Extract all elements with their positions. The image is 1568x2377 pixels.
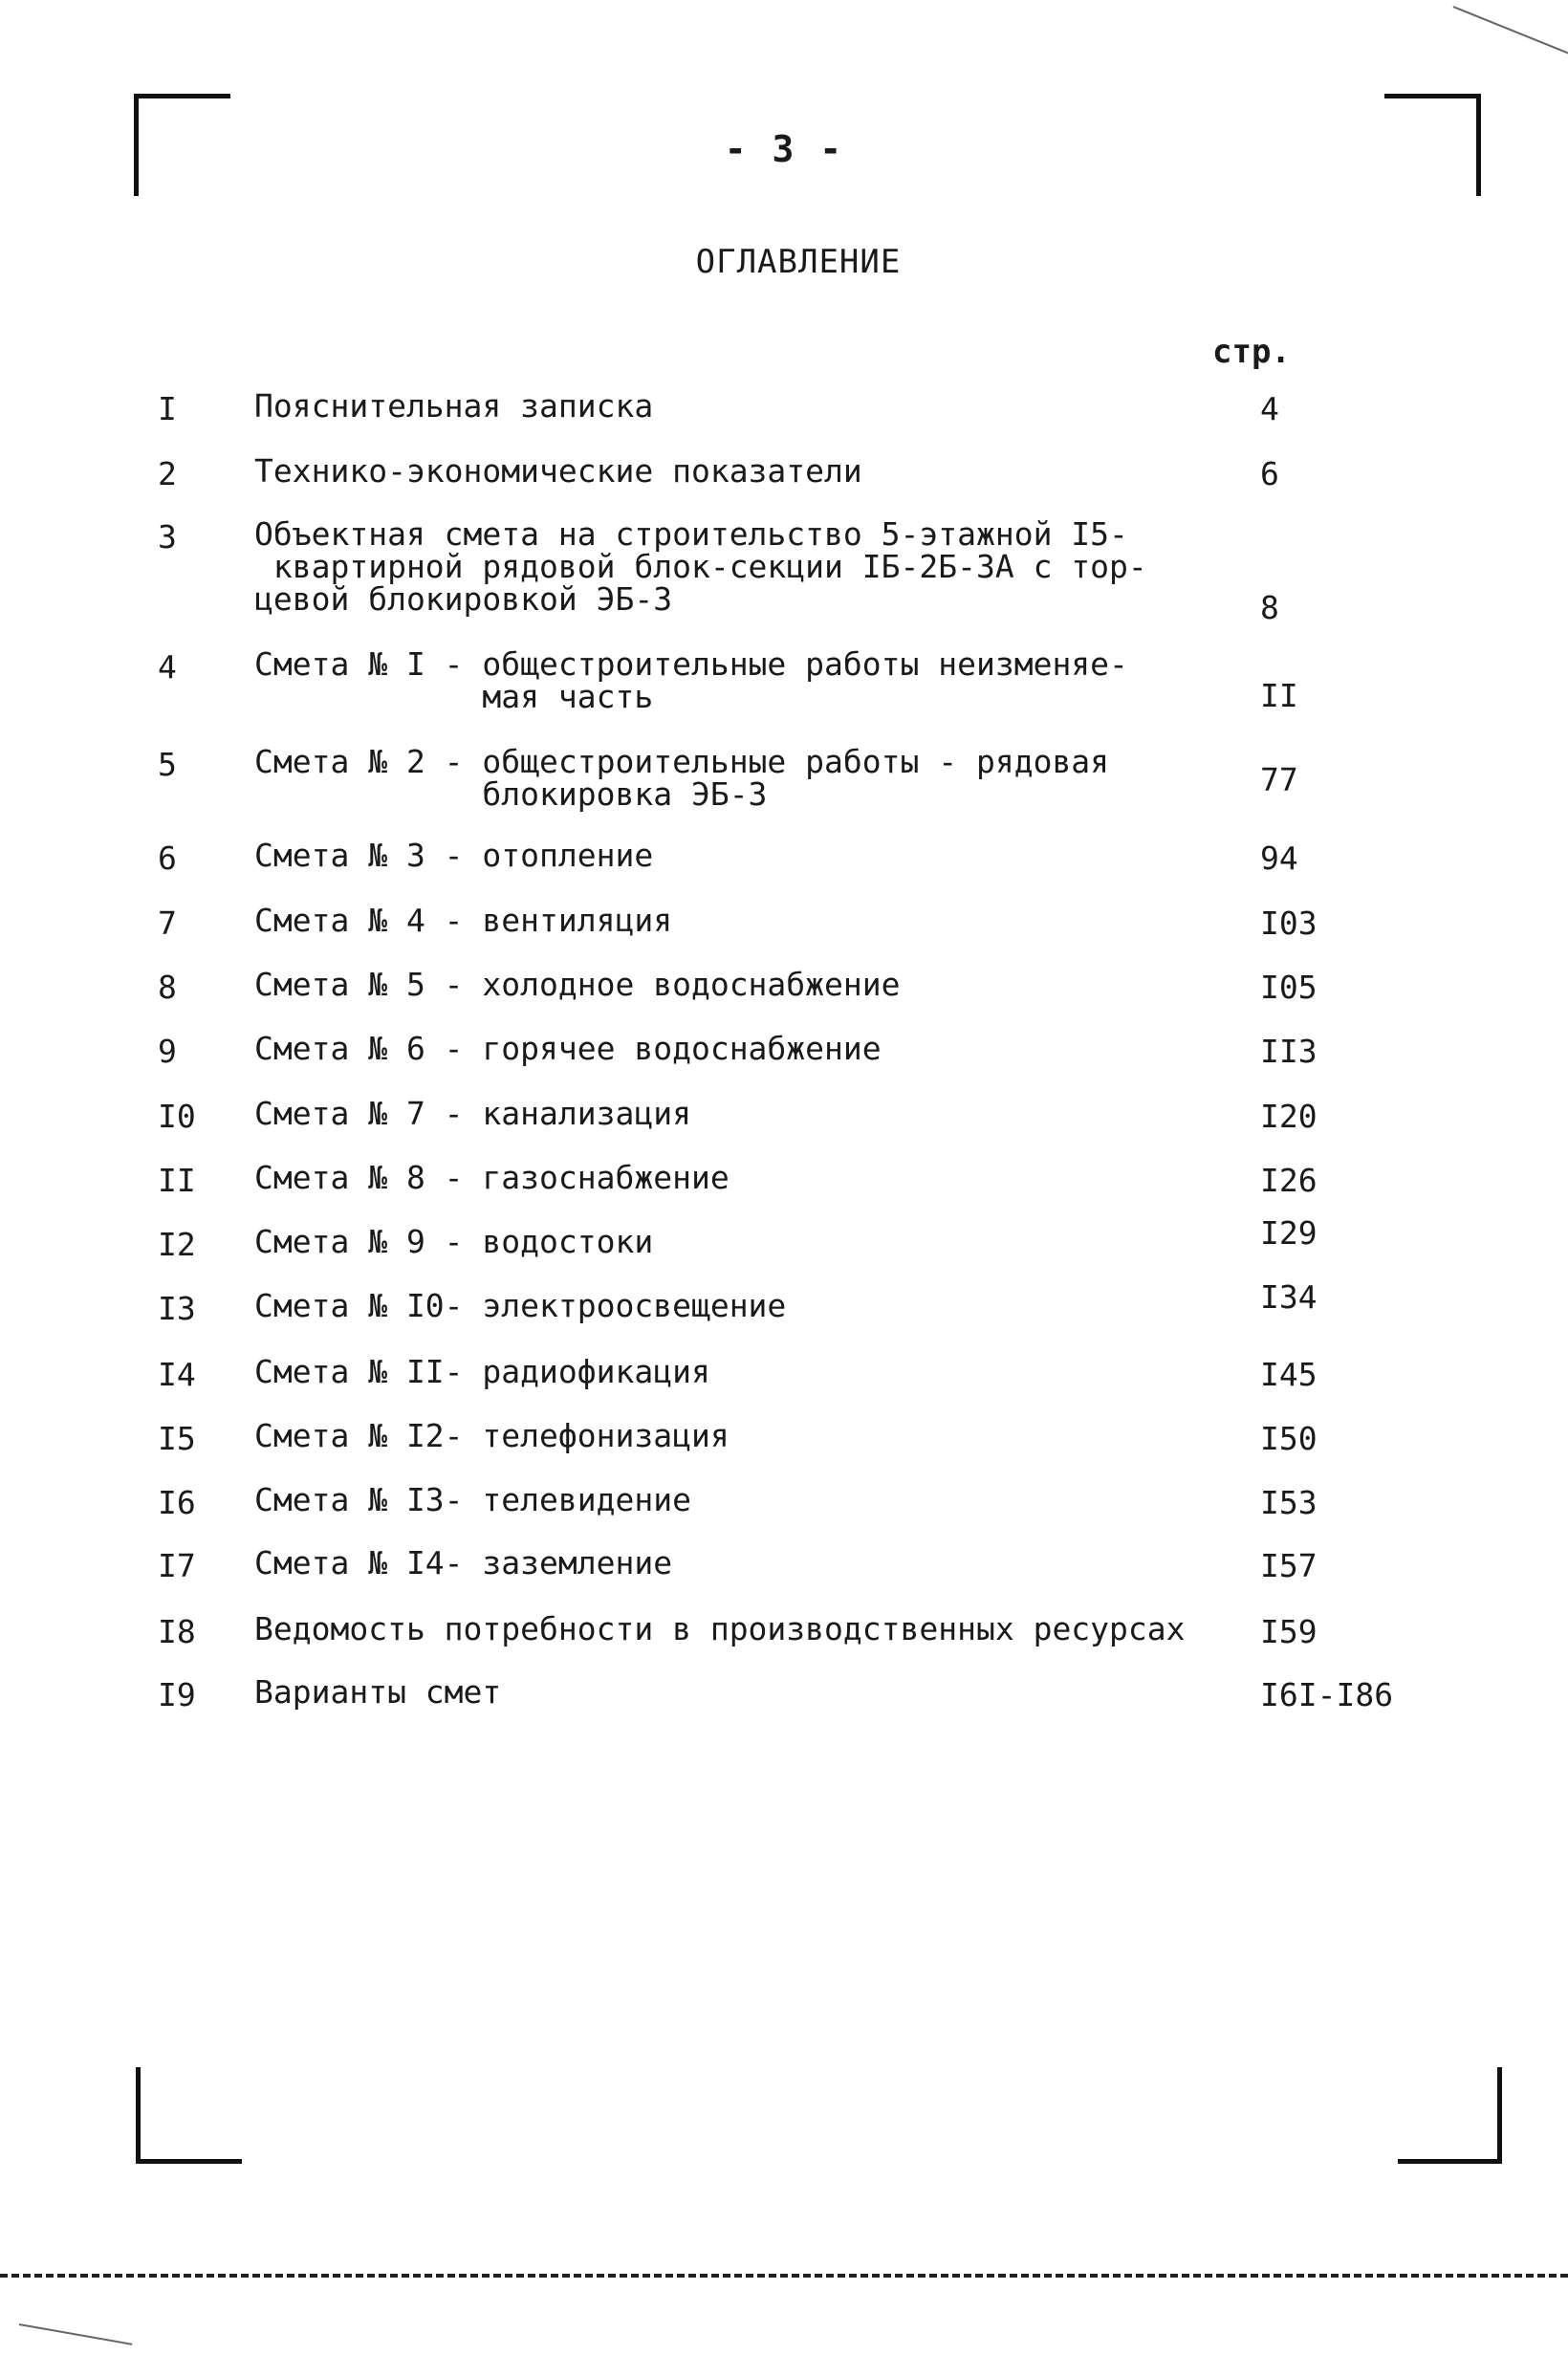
toc-entry-page: I50	[1260, 1420, 1318, 1457]
toc-entry-title	[254, 1544, 1210, 1581]
toc-title: ОГЛАВЛЕНИЕ	[695, 243, 902, 281]
toc-entry-page: 94	[1260, 840, 1298, 877]
toc-entry-title	[254, 1610, 1210, 1647]
toc-entry-title	[254, 515, 1210, 618]
toc-entry-number: I	[158, 390, 177, 427]
toc-entry-number: I3	[158, 1290, 196, 1327]
toc-entry-page: II	[1260, 677, 1298, 714]
toc-entry-number: 7	[158, 905, 177, 942]
corner-mark-bottom-right	[1398, 2067, 1502, 2164]
toc-entry-page: I59	[1260, 1613, 1318, 1650]
toc-entry-title-line: Объектная смета на строительство 5-этажной I5-	[254, 515, 1128, 553]
toc-entry-number: I9	[158, 1676, 196, 1713]
toc-entry-title-line: Пояснительная записка	[254, 387, 654, 425]
toc-entry-title-line: Смета № 2 - общестроительные работы - рядовая	[254, 743, 1110, 780]
toc-entry-title-line: квартирной рядовой блок-секции IБ-2Б-3А с тор-	[254, 548, 1147, 585]
toc-entry-title-line: Смета № 4 - вентиляция	[254, 902, 673, 939]
toc-entry-number: I5	[158, 1420, 196, 1457]
toc-entry-number: I6	[158, 1484, 196, 1521]
toc-entry-page: 8	[1260, 589, 1279, 626]
toc-entry-title	[254, 1095, 1210, 1132]
toc-entry-title	[254, 452, 1210, 490]
toc-entry-title-line: Варианты смет	[254, 1673, 502, 1711]
toc-entry-page: I34	[1260, 1278, 1318, 1316]
toc-entry-title	[254, 902, 1210, 939]
toc-entry-title	[254, 1417, 1210, 1454]
scan-edge-mark	[1453, 6, 1568, 57]
toc-entry-number: I8	[158, 1613, 196, 1650]
toc-entry-title-line: Смета № I - общестроительные работы неизменяе-	[254, 645, 1128, 683]
toc-entry-number: 2	[158, 455, 177, 492]
toc-entry-page: I05	[1260, 969, 1318, 1006]
toc-entry-number: I0	[158, 1098, 196, 1135]
toc-entry-number: 9	[158, 1033, 177, 1070]
toc-entry-page: I03	[1260, 905, 1318, 942]
toc-entry-title-line: мая часть	[254, 678, 654, 715]
toc-entry-title	[254, 1159, 1210, 1196]
toc-entry-page: I6I-I86	[1260, 1676, 1394, 1713]
toc-entry-number: 6	[158, 840, 177, 877]
toc-entry-title	[254, 387, 1210, 425]
toc-entry-number: I2	[158, 1226, 196, 1263]
toc-entry-title-line: Смета № 9 - водостоки	[254, 1223, 654, 1260]
page-column-header: стр.	[1212, 333, 1291, 371]
toc-entry-number: II	[158, 1162, 196, 1199]
toc-entry-number: 5	[158, 746, 177, 783]
toc-entry-title-line: Смета № I0- электроосвещение	[254, 1287, 787, 1324]
toc-entry-title	[254, 1030, 1210, 1067]
toc-entry-number: 8	[158, 969, 177, 1006]
toc-entry-title-line: Смета № 8 - газоснабжение	[254, 1159, 730, 1196]
toc-entry-title	[254, 645, 1210, 715]
toc-entry-page: 4	[1260, 390, 1279, 427]
toc-entry-title-line: Смета № 5 - холодное водоснабжение	[254, 966, 901, 1003]
toc-entry-title-line: Смета № 3 - отопление	[254, 837, 654, 874]
toc-entry-number: I4	[158, 1356, 196, 1393]
toc-entry-page: I45	[1260, 1356, 1318, 1393]
toc-entry-title-line: Смета № 7 - канализация	[254, 1095, 691, 1132]
toc-entry-title	[254, 837, 1210, 874]
toc-entry-title-line: цевой блокировкой ЭБ-3	[254, 580, 673, 618]
toc-entry-page: 77	[1260, 761, 1298, 798]
toc-entry-page: I20	[1260, 1098, 1318, 1135]
toc-entry-title	[254, 1353, 1210, 1390]
toc-entry-number: 3	[158, 518, 177, 556]
toc-entry-page: I26	[1260, 1162, 1318, 1199]
toc-entry-title	[254, 1287, 1210, 1324]
corner-mark-bottom-left	[136, 2067, 242, 2164]
scan-edge-mark	[19, 2323, 133, 2345]
toc-entry-title	[254, 1481, 1210, 1518]
toc-entry-number: 4	[158, 648, 177, 686]
toc-entry-title-line: Смета № II- радиофикация	[254, 1353, 710, 1390]
toc-entry-title	[254, 966, 1210, 1003]
toc-entry-title	[254, 1223, 1210, 1260]
toc-entry-title-line: Смета № I3- телевидение	[254, 1481, 691, 1518]
toc-entry-title-line: Смета № I2- телефонизация	[254, 1417, 730, 1454]
cut-line	[0, 2274, 1568, 2278]
toc-entry-title-line: Смета № I4- заземление	[254, 1544, 673, 1581]
toc-entry-page: II3	[1260, 1033, 1318, 1070]
toc-entry-page: I29	[1260, 1214, 1318, 1252]
toc-entry-title-line: блокировка ЭБ-3	[254, 775, 768, 813]
toc-entry-title	[254, 743, 1210, 813]
toc-entry-page: I53	[1260, 1484, 1318, 1521]
toc-entry-title-line: Смета № 6 - горячее водоснабжение	[254, 1030, 882, 1067]
page-number: - 3 -	[724, 128, 844, 170]
toc-entry-page: I57	[1260, 1547, 1318, 1584]
toc-entry-title-line: Ведомость потребности в производственных ресурсах	[254, 1610, 1186, 1647]
toc-entry-title-line: Технико-экономические показатели	[254, 452, 862, 490]
toc-entry-title	[254, 1673, 1210, 1711]
toc-entry-page: 6	[1260, 455, 1279, 492]
toc-entry-number: I7	[158, 1547, 196, 1584]
